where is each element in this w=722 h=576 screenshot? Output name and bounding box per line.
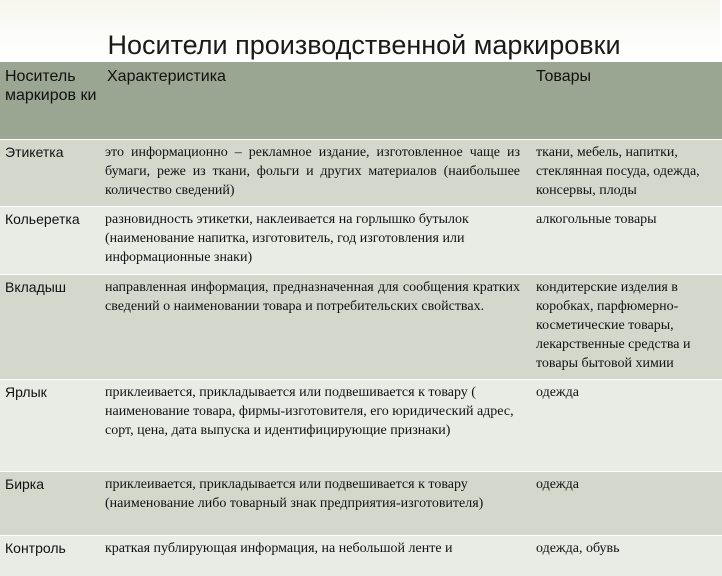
- header-carrier: Носитель маркиров ки: [0, 62, 101, 140]
- table-row: [0, 472, 722, 536]
- row-goods: одежда, обувь: [530, 536, 722, 576]
- row-characteristic: краткая публирующая информация, на небольшой ленте и: [101, 536, 530, 576]
- row-carrier-name: Контроль: [0, 536, 101, 576]
- row-carrier-name: Бирка: [0, 472, 101, 536]
- row-goods: кондитерские изделия в коробках, парфюмерно-косметические товары, лекарственные средства и товары бытовой химии: [530, 275, 722, 380]
- table-row: [0, 275, 722, 380]
- table-row: [0, 207, 722, 275]
- marking-table-container: [0, 61, 720, 556]
- row-carrier-name: Вкладыш: [0, 275, 101, 380]
- header-characteristic: Характеристика: [101, 62, 530, 140]
- row-goods-text: ткани, мебель, напитки, стеклянная посуда, одежда, консервы, плоды: [536, 145, 700, 198]
- row-carrier-name: Этикетка: [0, 140, 101, 207]
- table-header-row: [0, 62, 722, 140]
- row-goods: алкогольные товары: [530, 207, 722, 275]
- row-characteristic: направленная информация, предназначенная для сообщения кратких сведений о наименовании товара и потребительских свойствах.: [101, 275, 530, 380]
- table-row: [0, 140, 722, 207]
- page-title: Носители производственной маркировки: [107, 30, 621, 60]
- table-row: [0, 536, 722, 576]
- row-carrier-name: Кольеретка: [0, 207, 101, 275]
- row-characteristic: приклеивается, прикладывается или подвешивается к товару (наименование либо товарный знак предприятия-изготовителя): [101, 472, 530, 536]
- row-characteristic: разновидность этикетки, наклеивается на горлышко бутылок (наименование напитка, изготовитель, год изготовления или информационные знаки): [101, 207, 530, 275]
- table-row: [0, 380, 722, 472]
- row-goods: одежда: [530, 380, 722, 472]
- row-characteristic: это информационно – рекламное издание, изготовленное чаще из бумаги, реже из ткани, фольги и других материалов (наибольшее количество сведений): [101, 140, 530, 207]
- marking-carriers-table: [0, 61, 722, 576]
- row-goods: [530, 140, 722, 207]
- row-characteristic: приклеивается, прикладывается или подвешивается к товару ( наименование товара, фирмы-изготовителя, его юридический адрес, сорт, цена, дата выпуска и идентифицирующие признаки): [101, 380, 530, 472]
- row-carrier-name: Ярлык: [0, 380, 101, 472]
- header-goods: Товары: [530, 62, 722, 140]
- row-goods: одежда: [530, 472, 722, 536]
